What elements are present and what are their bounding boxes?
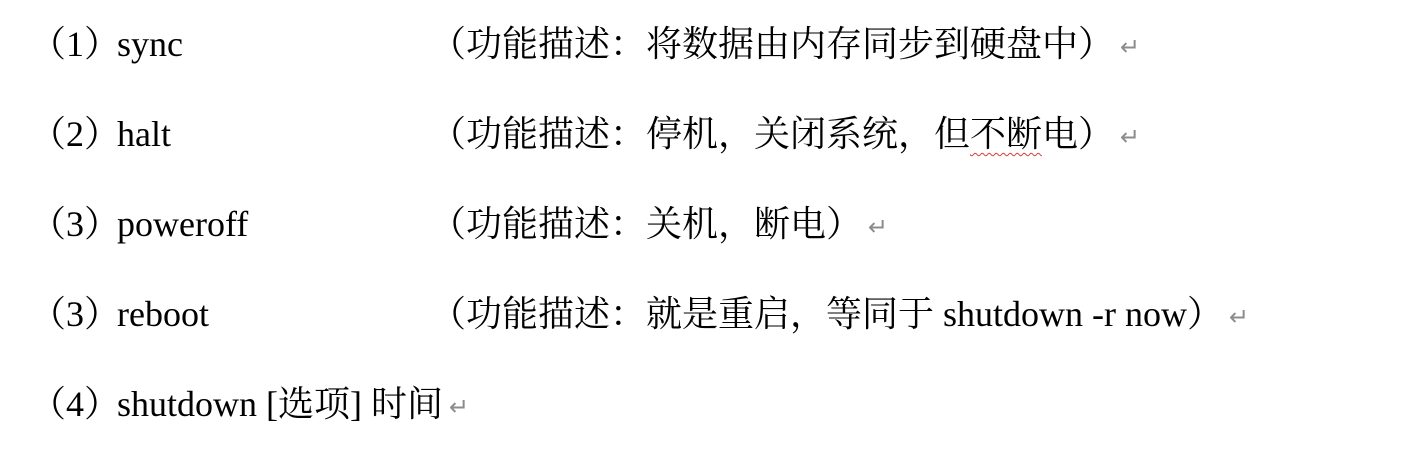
description-text-end: 电）: [1042, 114, 1115, 154]
list-item-poweroff: [0, 194, 1409, 254]
list-item-reboot: [0, 284, 1409, 344]
command-description: [430, 104, 1140, 167]
spellcheck-underlined-text: 不断: [970, 114, 1043, 154]
description-text: （功能描述：停机，关闭系统，但: [430, 114, 971, 154]
paragraph-mark-icon: ↵: [1229, 303, 1250, 331]
item-number: （3）: [30, 294, 121, 334]
list-item-halt: [0, 104, 1409, 164]
command-name: poweroff: [117, 204, 249, 244]
command-syntax: [117, 374, 469, 437]
paragraph-mark-icon: ↵: [449, 393, 470, 421]
item-number: （1）: [30, 24, 121, 64]
item-number: （2）: [30, 114, 121, 154]
paragraph-mark-icon: ↵: [868, 213, 889, 241]
paragraph-mark-icon: ↵: [1120, 33, 1141, 61]
description-text: （功能描述：就是重启，等同于 shutdown -r now）: [430, 294, 1223, 334]
command-syntax-text: shutdown [选项] 时间: [117, 384, 443, 424]
command-name: sync: [117, 24, 183, 64]
command-description: [430, 284, 1249, 347]
command-description: [430, 194, 888, 257]
description-text: （功能描述：关机，断电）: [430, 204, 863, 244]
command-description: [430, 14, 1140, 77]
command-name: halt: [117, 114, 171, 154]
paragraph-mark-icon: ↵: [1120, 123, 1141, 151]
description-text: （功能描述：将数据由内存同步到硬盘中）: [430, 24, 1115, 64]
command-name: reboot: [117, 294, 209, 334]
item-number: （3）: [30, 204, 121, 244]
list-item-sync: [0, 14, 1409, 74]
list-item-shutdown: [0, 374, 1409, 434]
item-number: （4）: [30, 384, 121, 424]
